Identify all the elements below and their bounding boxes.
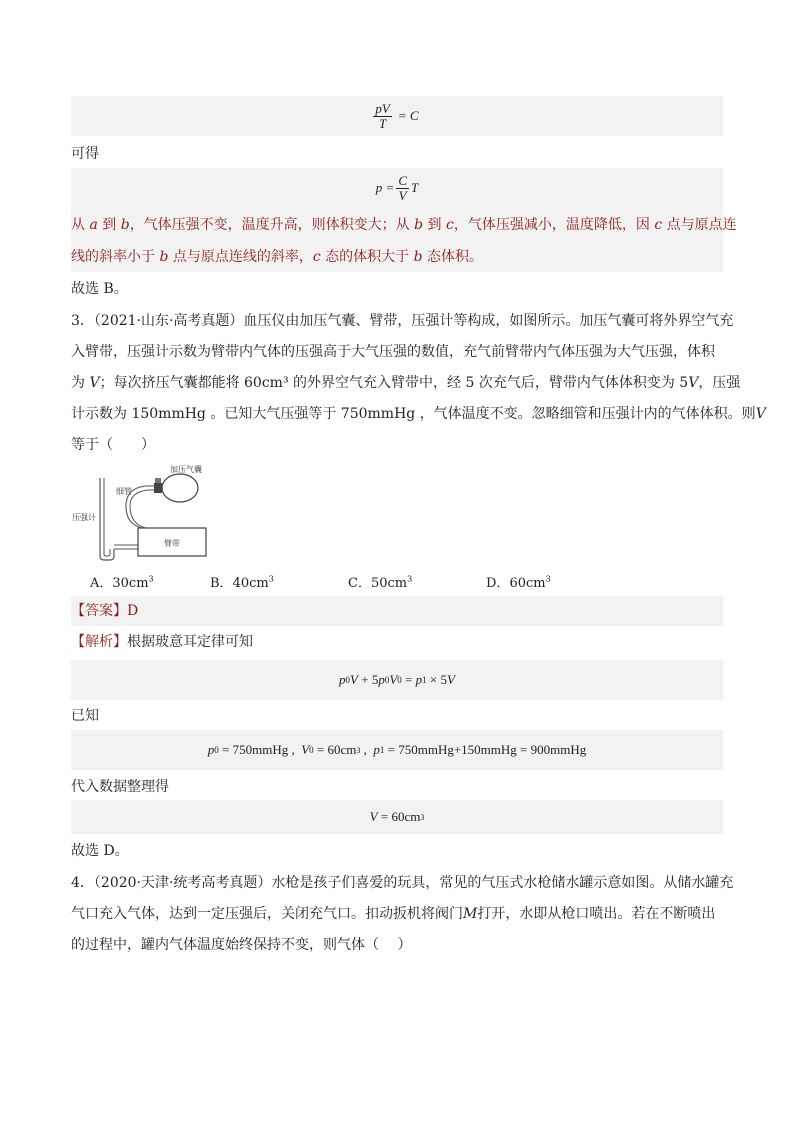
option-c[interactable]: C．$50cm^3$ [348,574,413,591]
tube-label: 细管 [116,487,132,496]
q3-options [71,572,723,592]
explanation-block [71,208,737,272]
q3-line-2: 入臂带，压强计示数为臂带内气体的压强高于大气压强的数值，充气前臂带内气体压强为大气压强，体积 [71,344,715,360]
q4-line-2: 气口充入气体，达到一定压强后，关闭充气口。扣动扳机将阀门M打开，水即从枪口喷出。若在不断喷出 [71,906,716,922]
formula-result: V = 60cm 3 [71,800,723,834]
answer-previous: 故选 B。 [71,281,128,297]
q3-known: 已知 [71,708,99,724]
explanation-line-1: 从 a 到 b，气体压强不变，温度升高，则体积变大；从 b 到 c，气体压强减小，温度降低，因 c 点与原点连 [71,217,737,233]
q4-line-3: 的过程中，罐内气体温度始终保持不变，则气体（ ） [71,937,412,953]
option-d[interactable]: D．$60cm^3$ [486,574,551,591]
valve-cap [155,478,161,483]
q3-line-1: 3．（2021·山东·高考真题）血压仪由加压气囊、臂带，压强计等构成，如图所示。加压气囊可将外界空气充 [71,313,734,329]
gauge-tube [100,478,114,560]
option-b[interactable]: B．$40cm^3$ [210,574,274,591]
q3-answer: 【答案】D [71,596,723,626]
valve [154,483,162,493]
q3-line-3: 为 V；每次挤压气囊都能将 60cm³ 的外界空气充入臂带中，经 5 次充气后，臂带内气体体积变为 5V，压强 [71,375,741,391]
cuff-label: 臂带 [164,539,180,548]
q3-substitute: 代入数据整理得 [71,779,169,795]
formula-p-ct-v: p = $\frac{C}{V}$ T [71,168,723,208]
text-kede: 可得 [71,146,99,162]
q3-analysis: 【解析】根据玻意耳定律可知 [71,634,253,650]
fraction: $\frac{C}{V}$ [398,172,407,203]
q3-line-5: 等于（ ） [71,437,155,453]
formula-boyle: p 0 V + 5 p 0 V 0 = p 1 × 5 V [71,660,723,700]
gauge-label: 压强计 [72,513,96,522]
q4-line-1: 4．（2020·天津·统考高考真题）水枪是孩子们喜爱的玩具，常见的气压式水枪储水罐示意如图。从储水罐充 [71,875,734,891]
formula-ideal-gas: $\frac{pV}{T}$ = C [71,96,723,136]
thin-tube-inner [130,490,154,528]
formula-known-values: p 0 = 750mmHg , V 0 = 60cm 3 , p 1 = 750mmHg+150mmHg = 900mmHg [71,730,723,770]
option-a[interactable]: A．$30cm^3$ [90,574,154,591]
q3-final: 故选 D。 [71,843,129,859]
blood-pressure-figure [70,458,220,564]
fraction: $\frac{pV}{T}$ [375,100,390,131]
q3-line-4: 计示数为 150mmHg 。已知大气压强等于 750mmHg ，气体温度不变。忽略细管和压强计内的气体体积。则V [71,406,766,422]
pump-label: 加压气囊 [170,465,202,474]
pump-bulb [162,474,198,502]
gauge-tube-inner [104,478,110,556]
explanation-line-2: 线的斜率小于 b 点与原点连线的斜率，c 态的体积大于 b 态体积。 [71,249,484,265]
